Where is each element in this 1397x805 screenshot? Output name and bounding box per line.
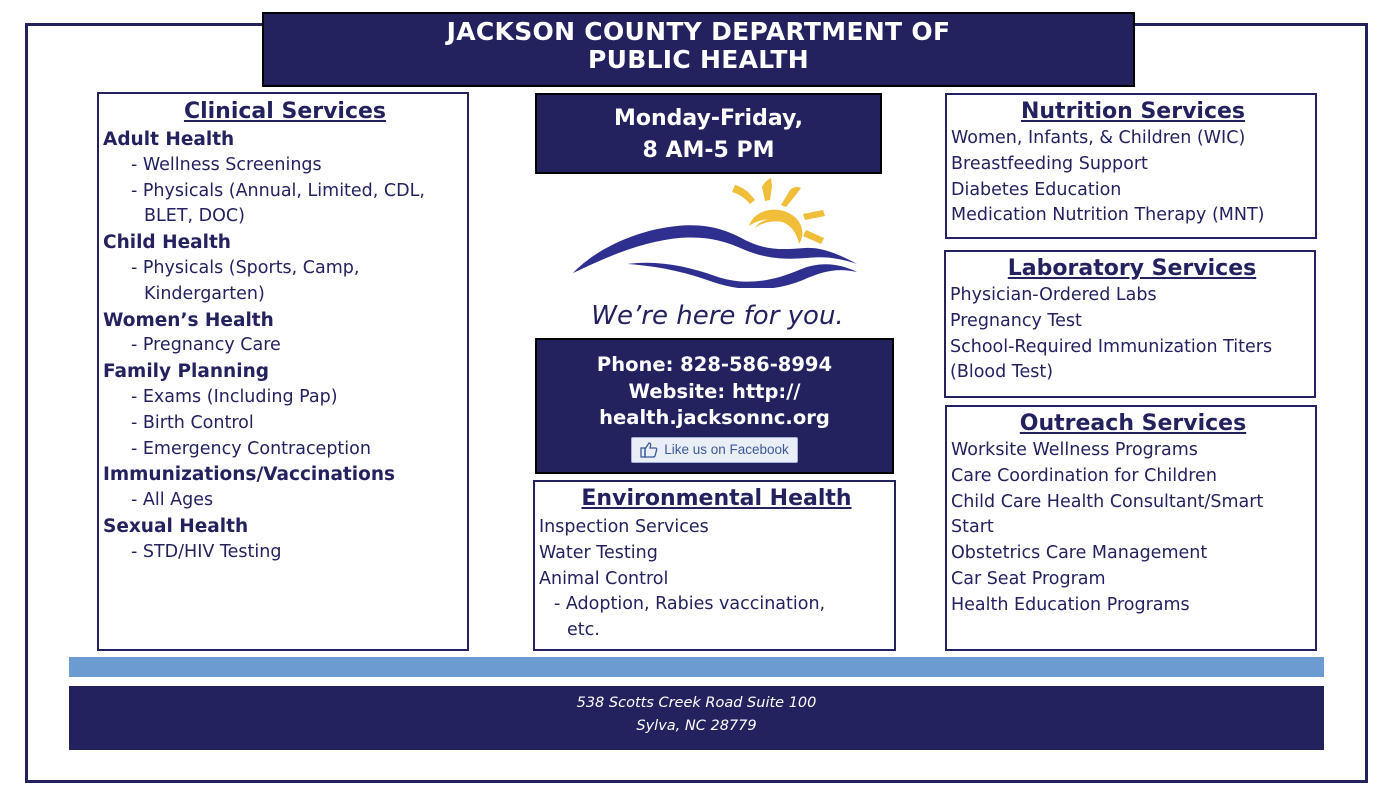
- outreach-services-title: Outreach Services: [1019, 411, 1247, 436]
- list-item: Pregnancy Test: [950, 310, 1082, 331]
- environmental-health-title: Environmental Health: [581, 486, 852, 511]
- list-item: Sexual Health: [103, 515, 249, 537]
- footer-address: [69, 686, 1324, 750]
- list-item: BLET, DOC): [144, 206, 245, 227]
- list-item: - Physicals (Annual, Limited, CDL,: [131, 180, 425, 201]
- laboratory-services-list: [950, 283, 1314, 386]
- environmental-health-list: [539, 515, 894, 644]
- nutrition-services-title: Nutrition Services: [1020, 99, 1246, 124]
- list-item: - Physicals (Sports, Camp,: [131, 257, 360, 278]
- nutrition-services-box: [945, 93, 1317, 239]
- list-item: Animal Control: [539, 568, 669, 589]
- sun-mountain-logo: [567, 178, 867, 288]
- list-item: Adult Health: [103, 129, 235, 150]
- sun-icon: [732, 178, 825, 244]
- hours-time: 8 AM-5 PM: [642, 138, 775, 163]
- list-item: - Pregnancy Care: [131, 335, 281, 356]
- hours-days: Monday-Friday,: [614, 106, 803, 131]
- list-item: - Adoption, Rabies vaccination,: [554, 594, 826, 615]
- title-line-2: PUBLIC HEALTH: [588, 45, 809, 74]
- list-item: - STD/HIV Testing: [131, 541, 282, 562]
- list-item: Medication Nutrition Therapy (MNT): [951, 205, 1265, 226]
- hours-box: [535, 93, 882, 174]
- list-item: Health Education Programs: [951, 594, 1190, 615]
- thumbs-up-icon: [640, 442, 658, 458]
- accent-bar: [69, 657, 1324, 677]
- list-item: Physician-Ordered Labs: [950, 285, 1157, 305]
- clinical-services-list: [103, 127, 467, 566]
- contact-box: [535, 338, 894, 474]
- nutrition-services-list: [951, 126, 1315, 229]
- list-item: (Blood Test): [950, 362, 1054, 383]
- website-url[interactable]: health.jacksonnc.org: [599, 406, 830, 429]
- laboratory-services-box: [944, 250, 1316, 398]
- list-item: Child Care Health Consultant/Smart: [951, 491, 1264, 512]
- address-line-1: 538 Scotts Creek Road Suite 100: [576, 695, 817, 711]
- list-item: Kindergarten): [144, 283, 265, 304]
- phone-number: Phone: 828-586-8994: [596, 353, 833, 376]
- laboratory-services-title: Laboratory Services: [1007, 256, 1257, 281]
- tagline: We’re here for you.: [591, 301, 844, 331]
- list-item: Care Coordination for Children: [951, 465, 1217, 486]
- list-item: Family Planning: [103, 361, 269, 383]
- clinical-services-box: [97, 92, 469, 651]
- facebook-like-label: Like us on Facebook: [664, 441, 789, 457]
- list-item: Women, Infants, & Children (WIC): [951, 128, 1246, 148]
- environmental-health-box: [533, 480, 896, 651]
- list-item: - Wellness Screenings: [131, 154, 322, 175]
- website-label[interactable]: Website: http://: [628, 379, 801, 403]
- list-item: Breastfeeding Support: [951, 153, 1148, 174]
- address-line-2: Sylva, NC 28779: [636, 718, 757, 734]
- list-item: Immunizations/Vaccinations: [103, 464, 395, 486]
- list-item: Start: [951, 517, 994, 538]
- list-item: Worksite Wellness Programs: [951, 440, 1198, 460]
- list-item: - Birth Control: [131, 412, 254, 433]
- outreach-services-list: [951, 438, 1315, 619]
- clinical-services-title: Clinical Services: [183, 99, 387, 124]
- list-item: Obstetrics Care Management: [951, 543, 1208, 564]
- facebook-like-button[interactable]: [631, 437, 798, 463]
- list-item: - Emergency Contraception: [131, 438, 371, 459]
- list-item: Women’s Health: [103, 309, 274, 331]
- list-item: - All Ages: [131, 490, 214, 511]
- list-item: Child Health: [103, 232, 231, 254]
- list-item: School-Required Immunization Titers: [950, 336, 1273, 357]
- list-item: - Exams (Including Pap): [131, 386, 338, 407]
- list-item: etc.: [567, 620, 600, 641]
- list-item: Water Testing: [539, 542, 658, 563]
- page-title: [262, 12, 1135, 87]
- outreach-services-box: [945, 405, 1317, 651]
- list-item: Car Seat Program: [951, 568, 1106, 589]
- list-item: Diabetes Education: [951, 179, 1122, 200]
- list-item: Inspection Services: [539, 517, 709, 537]
- title-line-1: JACKSON COUNTY DEPARTMENT OF: [446, 17, 951, 46]
